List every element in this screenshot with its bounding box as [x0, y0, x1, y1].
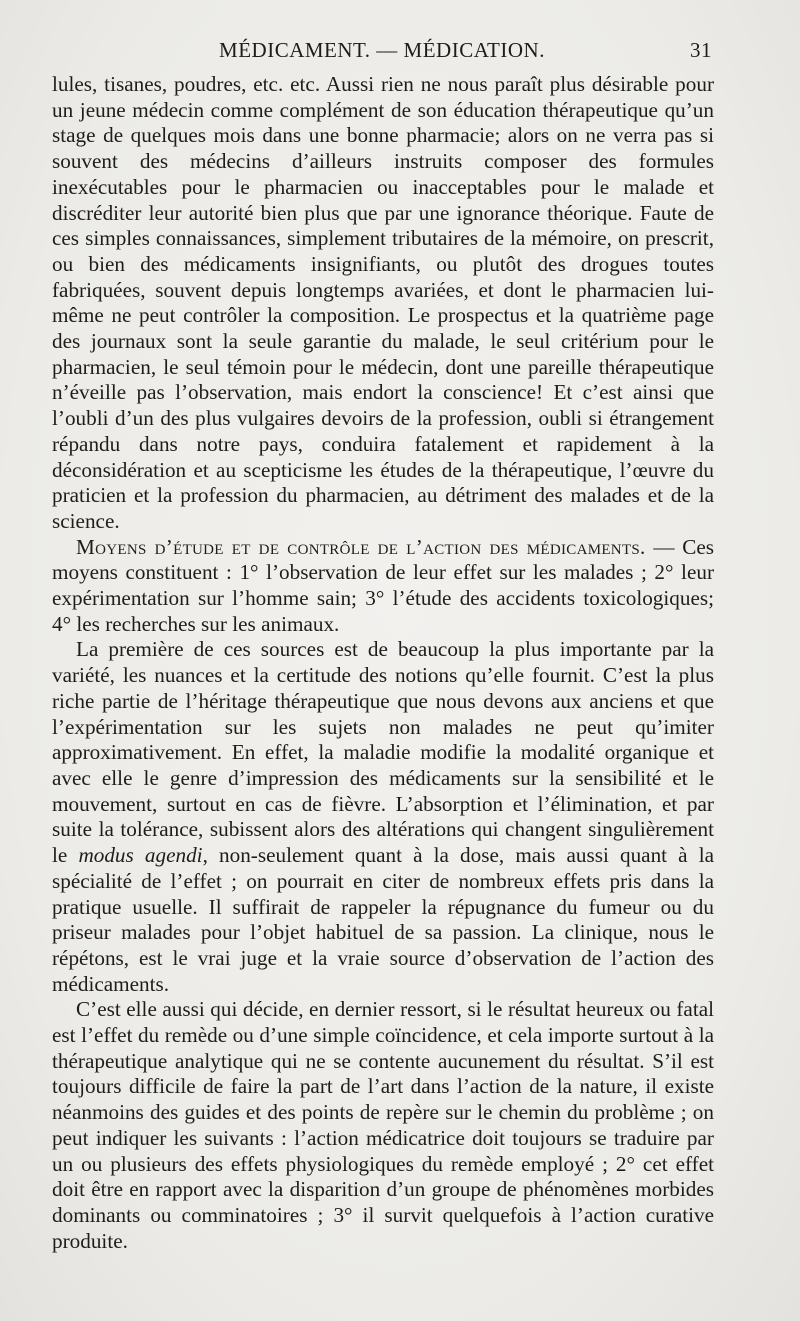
paragraph-3-text-a: La première de ces sources est de beaucoup la plus importante par la variété, les nuances et la certitude des notions qu’elle fournit. C’est la plus riche partie de l’héritage thérapeutique que nous devons aux anciens et que l’expérimentation sur les sujets non malades ne peut qu’imiter approximativement. En effet, la maladie modifie la modalité organique et avec elle le genre d’impression des médicaments sur la sensibilité et le mouvement, surtout en cas de fièvre. L’absorption et l’élimination, et par suite la tolérance, subissent alors des altérations qui changent singulièrement le	[52, 637, 714, 868]
paragraph-2	[52, 535, 714, 638]
body-text	[52, 72, 714, 1254]
section-heading: Moyens d’étude et de contrôle de l’action des médicaments.	[76, 534, 646, 559]
paragraph-2-text: — Ces moyens constituent : 1° l’observation de leur effet sur les malades ; 2° leur expérimentation sur l’homme sain; 3° l’étude des accidents toxicologiques; 4° les recherches sur les animaux.	[52, 534, 715, 636]
running-head-title: MÉDICAMENT. — MÉDICATION.	[219, 38, 545, 62]
paragraph-1: lules, tisanes, poudres, etc. etc. Aussi rien ne nous paraît plus désirable pour un jeune médecin comme complément de son éducation thérapeutique qu’un stage de quelques mois dans une bonne pharmacie; alors on ne verra pas si souvent des médecins d’ailleurs instruits composer des formules inexécutables pour le pharmacien ou inacceptables pour le malade et discréditer leur autorité bien plus que par une ignorance théorique. Faute de ces simples connaissances, simplement tributaires de la mémoire, on prescrit, ou bien des médicaments insignifiants, ou plutôt des drogues toutes fabriquées, souvent depuis longtemps avariées, et dont le pharmacien lui-même ne peut contrôler la composition. Le prospectus et la quatrième page des journaux sont la seule garantie du malade, le seul critérium pour le pharmacien, le seul témoin pour le médecin, dont une pareille thérapeutique n’éveille pas l’observation, mais endort la conscience! Et c’est ainsi que l’oubli d’un des plus vulgaires devoirs de la profession, oubli si étrangement répandu dans notre pays, conduira fatalement et rapidement à la déconsidération et au scepticisme les études de la thérapeutique, l’œuvre du praticien et la profession du pharmacien, au détriment des malades et de la science.	[52, 72, 714, 533]
page-number: 31	[690, 38, 712, 62]
paragraph-3	[52, 637, 714, 997]
paragraph-4: C’est elle aussi qui décide, en dernier ressort, si le résultat heureux ou fatal est l’effet du remède ou d’une simple coïncidence, et cela importe surtout à la thérapeutique analytique qui ne se contente aucunement du résultat. S’il est toujours difficile de faire la part de l’art dans l’action de la nature, il existe néanmoins des guides et des points de repère sur le chemin du problème ; on peut indiquer les suivants : l’action médicatrice doit toujours se traduire par un ou plusieurs des effets physiologiques du remède employé ; 2° cet effet doit être en rapport avec la disparition d’un groupe de phénomènes morbides dominants ou comminatoires ; 3° il survit quelquefois à l’action curative produite.	[52, 997, 714, 1253]
italic-term: modus agendi	[78, 843, 203, 868]
running-head	[52, 38, 712, 66]
paragraph-3-text-b: , non-seulement quant à la dose, mais aussi quant à la spécialité de l’effet ; on pourrait en citer de nombreux effets pris dans la pratique usuelle. Il suffirait de rappeler la répugnance du fumeur ou du priseur malades pour l’objet habituel de sa passion. La clinique, nous le répétons, est le vrai juge et la vraie source d’observation de l’action des médicaments.	[52, 843, 715, 996]
